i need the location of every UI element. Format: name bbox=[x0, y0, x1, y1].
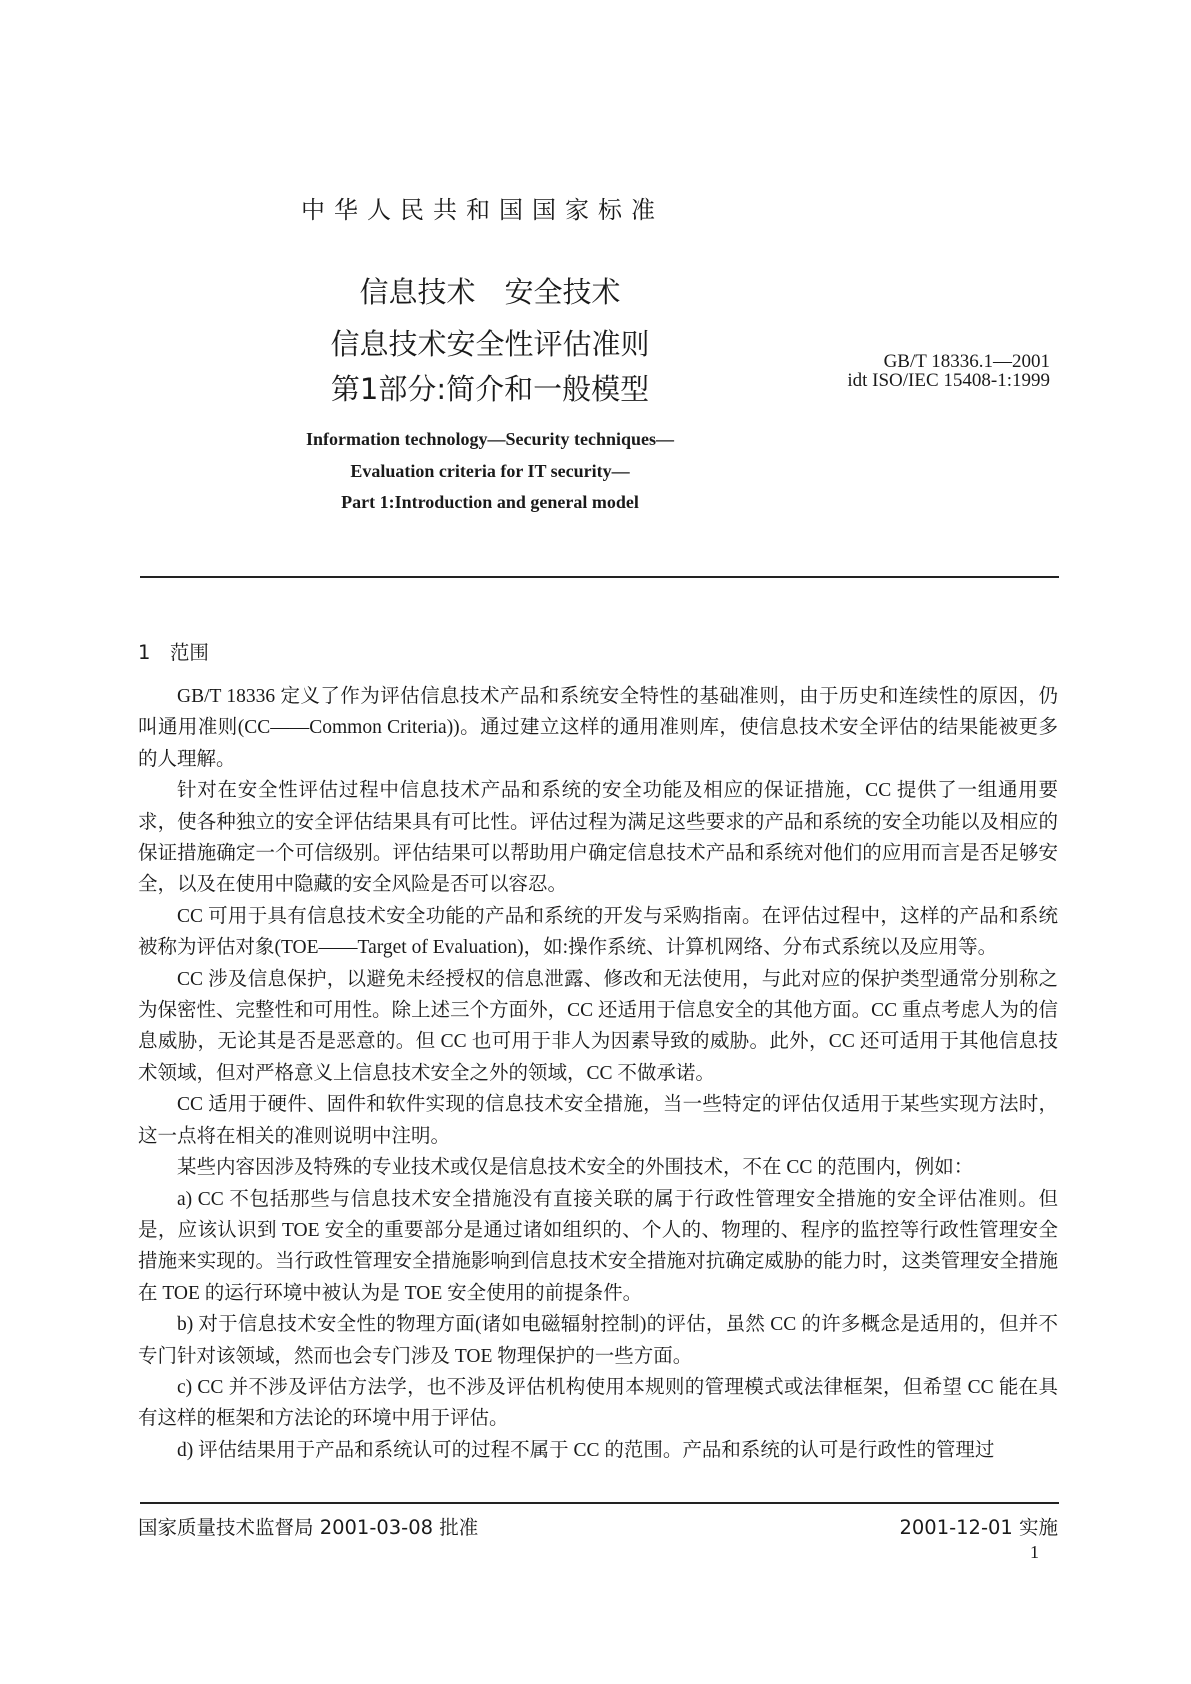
paragraph: CC 适用于硬件、固件和软件实现的信息技术安全措施，当一些特定的评估仅适用于某些实现方法时，这一点将在相关的准则说明中注明。 bbox=[138, 1094, 1058, 1147]
page-number: 1 bbox=[1030, 1542, 1039, 1562]
paragraph: 某些内容因涉及特殊的专业技术或仅是信息技术安全的外围技术，不在 CC 的范围内，例如： bbox=[177, 1157, 974, 1179]
list-item-b: b) 对于信息技术安全性的物理方面(诸如电磁辐射控制)的评估，虽然 CC 的许多概念是适用的，但并不专门针对该领域，然而也会专门涉及 TOE 物理保护的一些方面。 bbox=[138, 1314, 1058, 1367]
footer-divider bbox=[140, 1502, 1059, 1504]
approval-date: 国家质量技术监督局 2001-03-08 批准 bbox=[138, 1516, 479, 1539]
title-en-line-1: Information technology—Security techniques— bbox=[306, 429, 674, 449]
list-item-c: c) CC 并不涉及评估方法学，也不涉及评估机构使用本规则的管理模式或法律框架，但希望 CC 能在具有这样的框架和方法论的环境中用于评估。 bbox=[138, 1376, 1058, 1430]
title-cn-line-1: 信息技术 安全技术 bbox=[359, 275, 621, 309]
paragraph: 针对在安全性评估过程中信息技术产品和系统的安全功能及相应的保证措施，CC 提供了一组通用要求，使各种独立的安全评估结果具有可比性。评估过程为满足这些要求的产品和系统的安全功能以及相应的保证措施确定一个可信级别。评估结果可以帮助用户确定信息技术产品和系统对他们的应用而言是否足够安全，以及在使用中隐藏的安全风险是否可以容忍。 bbox=[138, 780, 1058, 896]
title-cn-line-2: 信息技术安全性评估准则 bbox=[330, 327, 650, 361]
paragraph: CC 涉及信息保护，以避免未经授权的信息泄露、修改和无法使用，与此对应的保护类型通常分别称之为保密性、完整性和可用性。除上述三个方面外，CC 还适用于信息安全的其他方面。CC 重点考虑人为的信息威胁，无论其是否是恶意的。但 CC 也可用于非人为因素导致的威胁。此外，CC 还可适用于其他信息技术领域，但对严格意义上信息技术安全之外的领域，CC 不做承诺。 bbox=[138, 968, 1058, 1084]
section-heading: 1 范围 bbox=[138, 641, 209, 664]
national-standard-label: 中华人民共和国国家标准 bbox=[301, 196, 664, 224]
title-en-line-2: Evaluation criteria for IT security— bbox=[350, 461, 630, 481]
implementation-date: 2001-12-01 实施 bbox=[899, 1516, 1058, 1539]
header-divider bbox=[140, 576, 1059, 578]
iso-equivalent: idt ISO/IEC 15408-1:1999 bbox=[847, 370, 1050, 391]
list-item-a: a) CC 不包括那些与信息技术安全措施没有直接关联的属于行政性管理安全措施的安全评估准则。但是，应该认识到 TOE 安全的重要部分是通过诸如组织的、个人的、物理的、程序的监控等行政性管理安全措施来实现的。当行政性管理安全措施影响到信息技术安全措施对抗确定威胁的能力时，这类管理安全措施在 TOE 的运行环境中被认为是 TOE 安全使用的前提条件。 bbox=[138, 1188, 1058, 1304]
standard-number: GB/T 18336.1—2001 bbox=[883, 351, 1050, 372]
paragraph: CC 可用于具有信息技术安全功能的产品和系统的开发与采购指南。在评估过程中，这样的产品和系统被称为评估对象(TOE——Target of Evaluation)，如:操作系统、计算机网络、分布式系统以及应用等。 bbox=[138, 905, 1058, 959]
standard-code bbox=[790, 352, 1050, 390]
title-cn-line-3: 第1部分:简介和一般模型 bbox=[330, 372, 650, 406]
title-en-line-3: Part 1:Introduction and general model bbox=[341, 492, 639, 512]
paragraph: GB/T 18336 定义了作为评估信息技术产品和系统安全特性的基础准则，由于历史和连续性的原因，仍叫通用准则(CC——Common Criteria))。通过建立这样的通用准则库，使信息技术安全评估的结果能被更多的人理解。 bbox=[138, 686, 1058, 770]
list-item-d: d) 评估结果用于产品和系统认可的过程不属于 CC 的范围。产品和系统的认可是行政性的管理过 bbox=[177, 1439, 995, 1461]
section-body bbox=[138, 681, 1058, 1466]
